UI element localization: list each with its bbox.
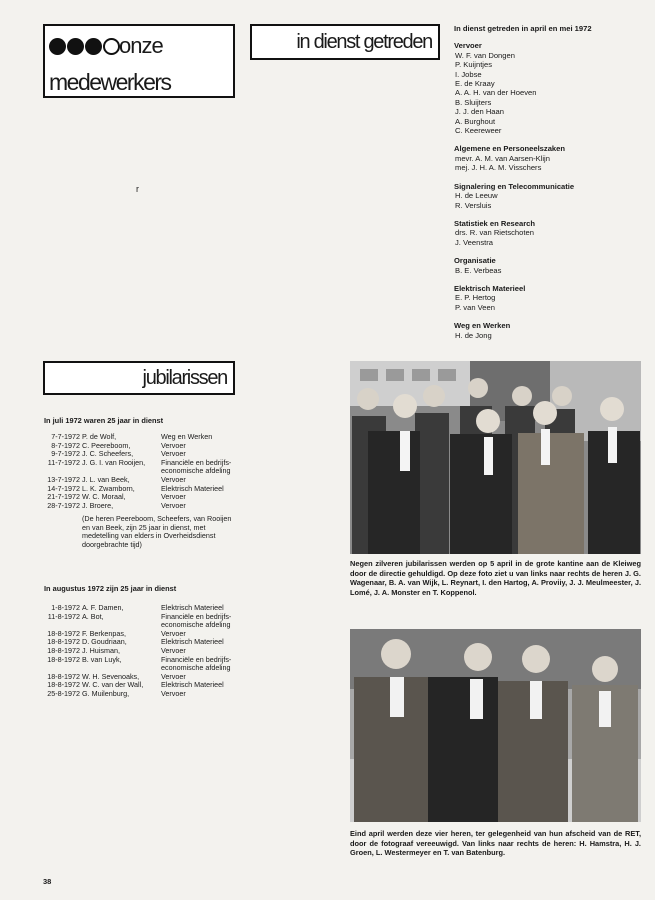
table-row: [44, 502, 284, 511]
logo-dot-icon: [49, 38, 66, 55]
department-heading: Weg en Werken: [454, 321, 511, 331]
anniversary-date: 13-7-1972: [47, 474, 80, 484]
employee-name: W. F. van Dongen: [455, 50, 515, 60]
anniversary-date: 14-7-1972: [47, 483, 80, 493]
photo-four-retirees-image: [350, 629, 641, 822]
photo2-caption: Eind april werden deze vier heren, ter gelegenheid van hun afscheid van de RET, door de fotograaf vereeuwigd. Van links naar rechts de heren: H. Hamstra, H. J. Groen, L. Westermeyer en T. van Batenburg.: [350, 829, 641, 857]
employee-name: H. de Leeuw: [455, 191, 498, 201]
employee-name: P. van Veen: [455, 302, 495, 312]
jubilarian-name: P. de Wolf,: [82, 432, 117, 441]
employee-name: E. P. Hertog: [455, 293, 496, 303]
august-table: [44, 604, 284, 699]
department-heading: Statistiek en Research: [454, 218, 536, 228]
department-heading: Signalering en Telecommunicatie: [454, 181, 575, 191]
jubilarian-name: W. H. Sevenoaks,: [82, 671, 140, 681]
note-line: medetelling van elders in Overheidsdienst: [82, 531, 216, 541]
august-section-title: In augustus 1972 zijn 25 jaar in dienst: [44, 584, 177, 593]
jubilarian-department: Elektrisch Materieel: [161, 603, 224, 612]
page-number: 38: [43, 877, 52, 886]
jubilarian-name: C. Peereboom,: [82, 440, 131, 450]
employee-name: J. J. den Haan: [455, 107, 504, 117]
jubilarian-name: B. van Luyk,: [82, 654, 122, 664]
in-dienst-list-title: In dienst getreden in april en mei 1972: [454, 24, 592, 33]
employee-name: A. A. H. van der Hoeven: [455, 88, 537, 98]
jubilarian-name: A. F. Damen,: [82, 603, 124, 612]
margin-mark: r: [136, 184, 139, 194]
department-heading: Elektrisch Materieel: [454, 283, 526, 293]
july-note: [82, 515, 282, 550]
employee-name: E. de Kraay: [455, 79, 495, 89]
logo-ring-icon: [103, 38, 120, 55]
logo-dot-icon: [67, 38, 84, 55]
logo-word-medewerkers: medewerkers: [49, 69, 171, 95]
photo1-caption: Negen zilveren jubilarissen werden op 5 april in de grote kantine aan de Kleiweg door de directie gehuldigd. Op deze foto ziet u van links naar rechts de heren J. G. Wagenaar, B. A. van Wijk, L. Reynart, I. den Hartog, A. Proviiy, J. J. Meulmeester, J. Lomé, J. A. Monster en T. Koppenol.: [350, 559, 641, 597]
jubilarian-department: Financiële en bedrijfs-: [161, 611, 232, 621]
anniversary-date: 18-8-1972: [47, 645, 80, 655]
jubilarian-department: Financiële en bedrijfs-: [161, 654, 232, 664]
july-section-title: In juli 1972 waren 25 jaar in dienst: [44, 416, 164, 425]
department-heading: Vervoer: [454, 41, 482, 51]
jubilarian-name: J. G. I. van Rooijen,: [82, 457, 146, 467]
department-heading: Algemene en Personeelszaken: [454, 144, 566, 154]
employee-name: drs. R. van Rietschoten: [455, 228, 534, 238]
employee-name: mej. J. H. A. M. Visschers: [455, 163, 542, 173]
jubilarian-department: Elektrisch Materieel: [161, 483, 224, 493]
anniversary-date: 28-7-1972: [47, 500, 80, 510]
employee-name: I. Jobse: [455, 69, 482, 79]
employee-name: A. Burghout: [455, 116, 496, 126]
jubilarian-department: Vervoer: [161, 645, 186, 655]
employee-name: P. Kuijntjes: [455, 60, 493, 70]
jubilarian-department: economische afdeling: [161, 663, 231, 673]
jubilarian-name: D. Goudriaan,: [82, 637, 127, 647]
jubilarian-name: F. Berkenpas,: [82, 628, 126, 638]
employee-name: J. Veenstra: [455, 237, 493, 247]
jubilarian-department: economische afdeling: [161, 466, 231, 476]
department-list: [454, 41, 644, 340]
jubilarian-name: J. Broere,: [82, 500, 114, 510]
heading-jubilarissen: jubilarissen: [43, 361, 235, 395]
photo-nine-jubilarians: [350, 361, 641, 554]
note-line: doorgebrachte tijd): [82, 540, 142, 550]
jubilarian-department: Vervoer: [161, 671, 186, 681]
jubilarian-name: J. C. Scheefers,: [82, 449, 134, 459]
anniversary-date: 7-7-1972: [51, 432, 80, 441]
employee-name: R. Versluis: [455, 200, 492, 210]
logo-word-onze: onze: [119, 33, 163, 58]
logo-dot-icon: [85, 38, 102, 55]
in-dienst-list: [454, 24, 644, 340]
jubilarian-department: Financiële en bedrijfs-: [161, 457, 232, 467]
anniversary-date: 18-8-1972: [47, 654, 80, 664]
table-row: [44, 690, 284, 699]
note-line: (De heren Peereboom, Scheefers, van Rooijen: [82, 514, 232, 523]
anniversary-date: 11-8-1972: [47, 611, 80, 621]
jubilarian-department: Elektrisch Materieel: [161, 637, 224, 647]
anniversary-date: 1-8-1972: [51, 603, 80, 612]
jubilarian-department: Vervoer: [161, 449, 186, 459]
jubilarian-department: Vervoer: [161, 492, 186, 502]
jubilarian-name: A. Bot,: [82, 611, 104, 621]
anniversary-date: 18-8-1972: [47, 671, 80, 681]
jubilarian-name: J. L. van Beek,: [82, 474, 130, 484]
jubilarian-name: J. Huisman,: [82, 645, 120, 655]
department-heading: Organisatie: [454, 256, 496, 266]
employee-name: mevr. A. M. van Aarsen-Klijn: [455, 153, 550, 163]
employee-name: B. E. Verbeas: [455, 265, 502, 275]
note-line: en van Beek, zijn 25 jaar in dienst, met: [82, 522, 206, 532]
jubilarian-name: W. C. Moraal,: [82, 492, 126, 502]
anniversary-date: 9-7-1972: [51, 449, 80, 459]
jubilarian-department: Vervoer: [161, 688, 186, 698]
anniversary-date: 18-8-1972: [47, 628, 80, 638]
jubilarian-name: L. K. Zwamborn,: [82, 483, 135, 493]
onze-medewerkers-logo: [43, 24, 235, 98]
jubilarian-name: W. C. van der Wall,: [82, 680, 144, 690]
jubilarian-department: economische afdeling: [161, 620, 231, 630]
jubilarian-department: Vervoer: [161, 628, 186, 638]
jubilarian-department: Vervoer: [161, 474, 186, 484]
july-table: [44, 433, 284, 510]
anniversary-date: 18-8-1972: [47, 680, 80, 690]
anniversary-date: 8-7-1972: [51, 440, 80, 450]
jubilarian-department: Vervoer: [161, 440, 186, 450]
photo-four-retirees: [350, 629, 641, 822]
jubilarian-name: G. Muilenburg,: [82, 688, 130, 698]
employee-name: C. Keereweer: [455, 126, 502, 136]
heading-in-dienst-getreden: in dienst getreden: [250, 24, 440, 60]
anniversary-date: 25-8-1972: [47, 688, 80, 698]
anniversary-date: 21-7-1972: [47, 492, 80, 502]
jubilarian-department: Vervoer: [161, 500, 186, 510]
jubilarian-department: Elektrisch Materieel: [161, 680, 224, 690]
anniversary-date: 18-8-1972: [47, 637, 80, 647]
employee-name: B. Sluijters: [455, 97, 492, 107]
anniversary-date: 11-7-1972: [47, 457, 80, 467]
photo-nine-jubilarians-image: [350, 361, 641, 554]
employee-name: H. de Jong: [455, 330, 492, 340]
jubilarian-department: Weg en Werken: [161, 432, 213, 441]
